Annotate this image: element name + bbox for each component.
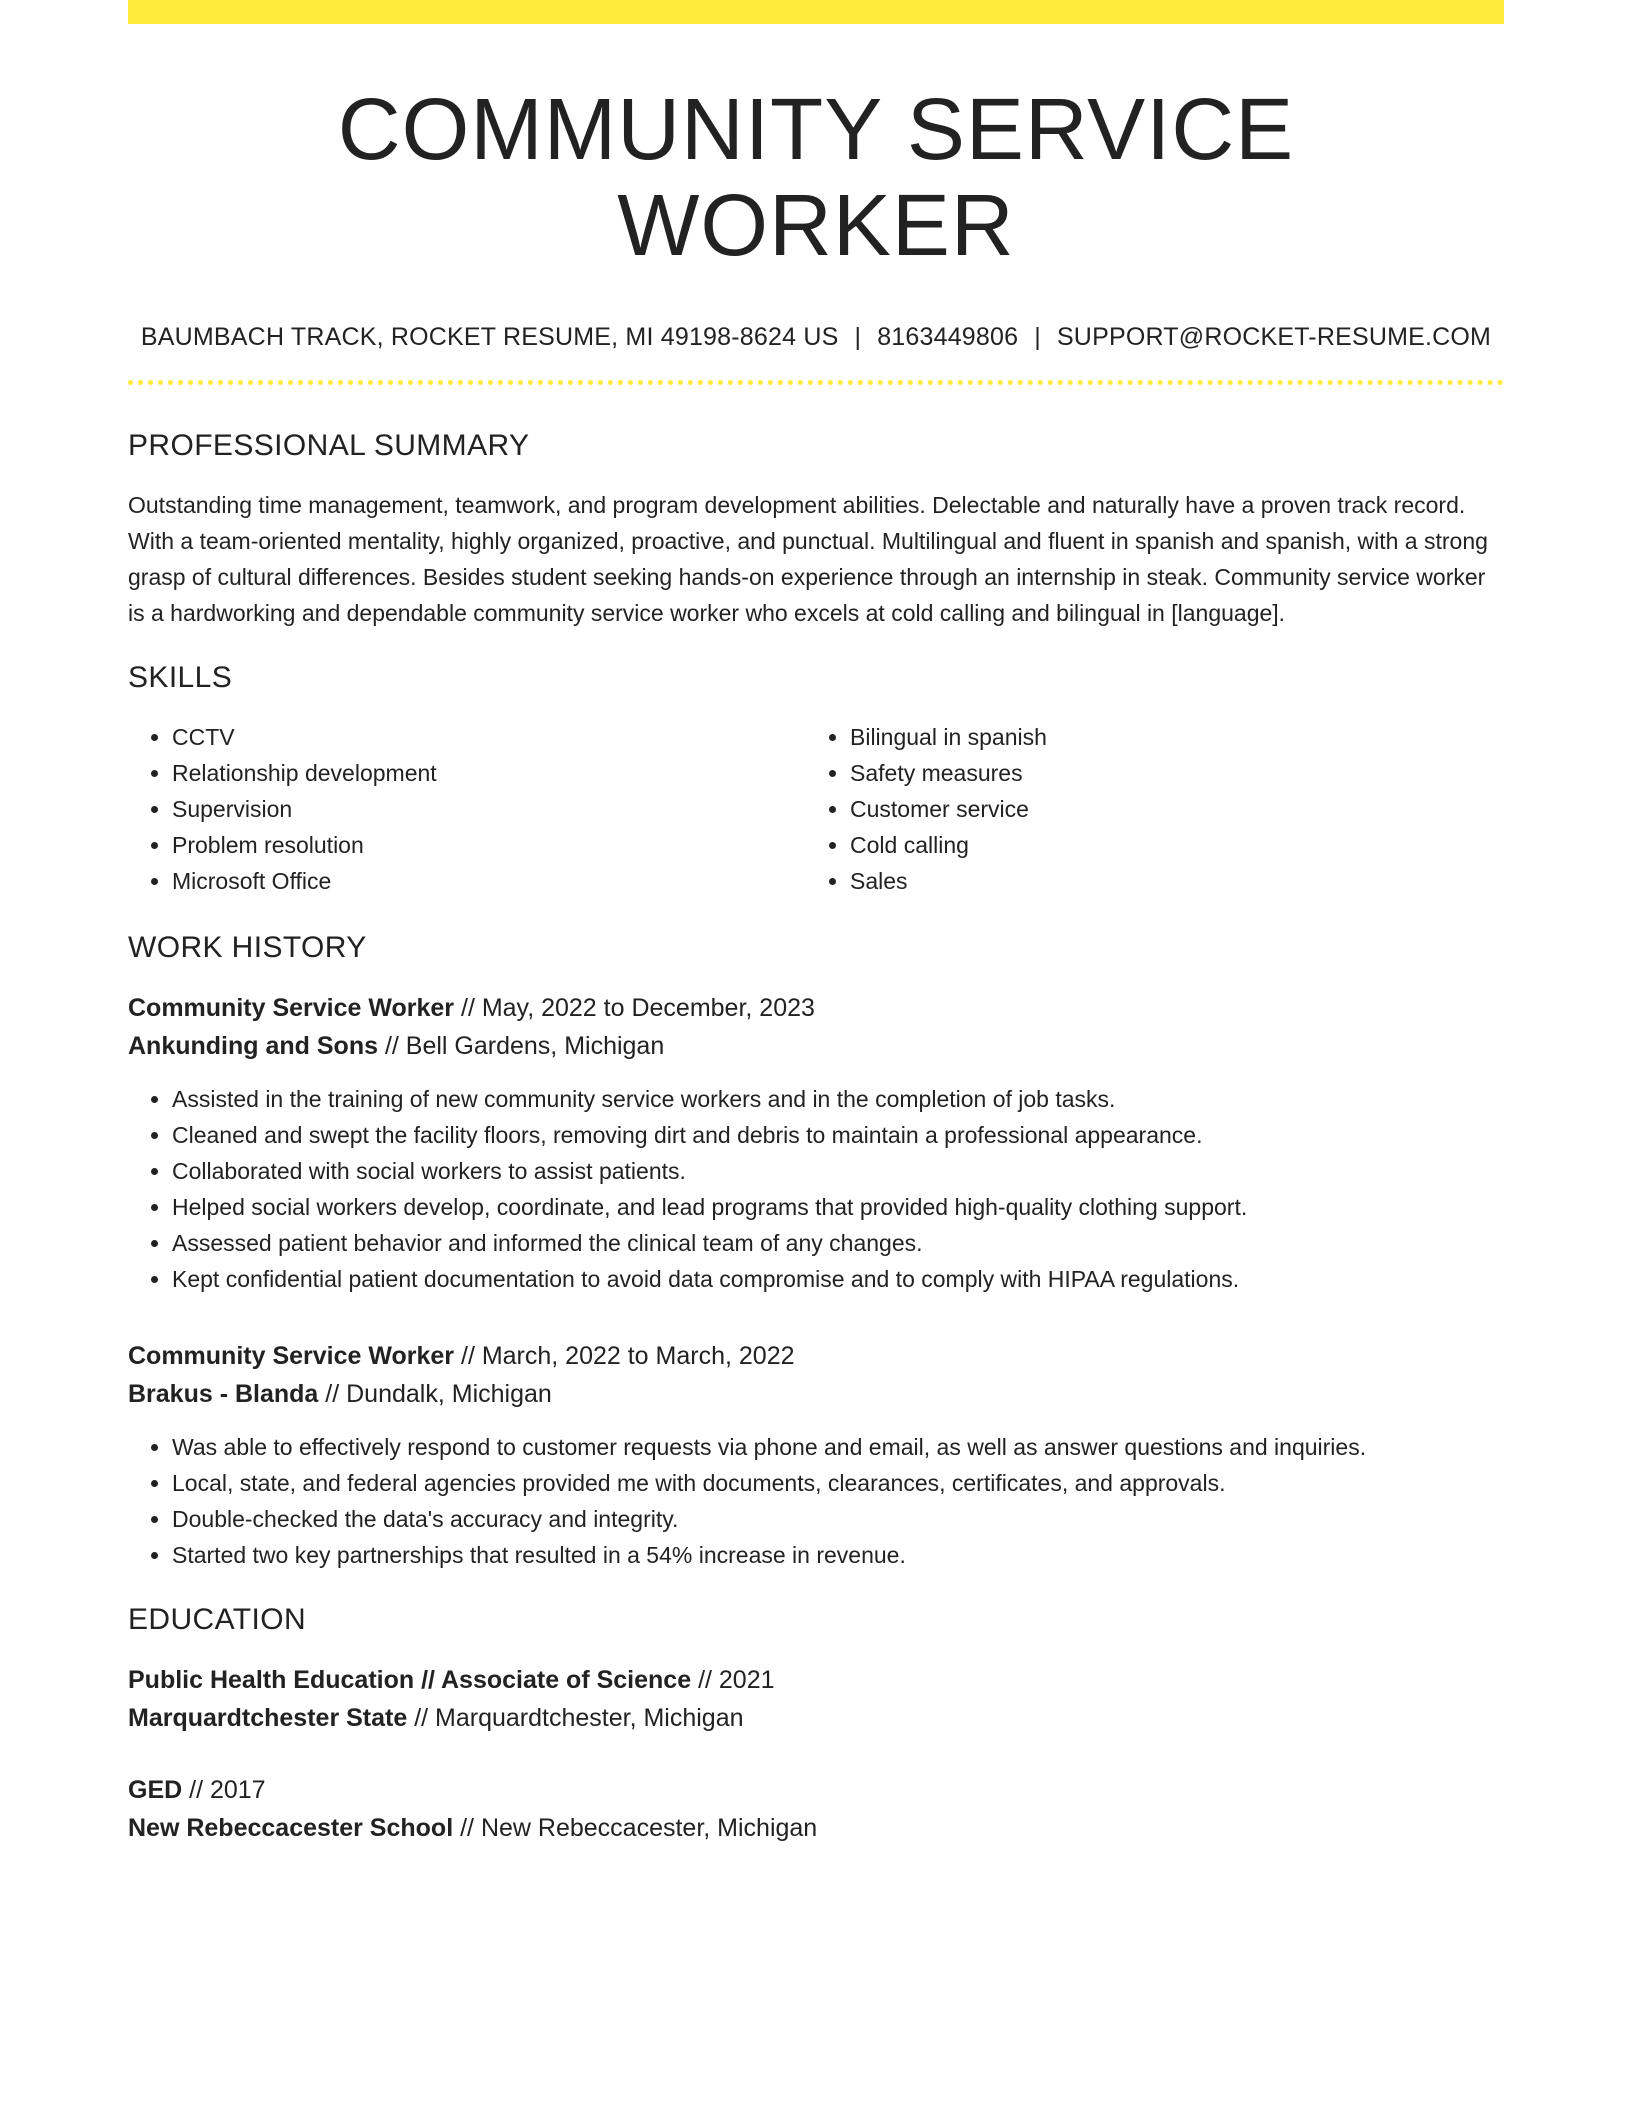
skill-item: • Cold calling [850,827,1484,863]
job-bullet: • Was able to effectively respond to customer requests via phone and email, as well as answer questions and inquiries. [172,1429,1504,1465]
job-bullet: • Collaborated with social workers to assist patients. [172,1153,1504,1189]
skills-list [128,719,1504,899]
job-company-line [128,1027,1504,1065]
job-title-line [128,1337,1504,1375]
job-title-line [128,989,1504,1027]
job-dates: // March, 2022 to March, 2022 [454,1341,795,1370]
education-location: // Marquardtchester, Michigan [407,1703,744,1732]
education-degree: Public Health Education // Associate of Science [128,1665,692,1694]
skill-item: • Bilingual in spanish [850,719,1484,755]
job-bullet: • Kept confidential patient documentation to avoid data compromise and to comply with HIPAA regulations. [172,1261,1504,1297]
education-heading: EDUCATION [128,1602,307,1636]
job-dates: // May, 2022 to December, 2023 [454,993,815,1022]
job-bullet: • Assisted in the training of new community service workers and in the completion of job tasks. [172,1081,1504,1117]
accent-bar [128,0,1504,24]
job-bullet: • Cleaned and swept the facility floors, removing dirt and debris to maintain a professional appearance. [172,1117,1504,1153]
job-bullets [128,1429,1504,1573]
job-bullets [128,1081,1504,1297]
skills-column-right [806,719,1484,899]
job-entry [128,989,1504,1297]
job-entry [128,1337,1504,1573]
education-school-line [128,1699,1504,1737]
contact-line [128,321,1504,354]
education-location: // New Rebeccacester, Michigan [453,1813,818,1842]
job-company: Brakus - Blanda [128,1379,319,1408]
skill-item: • CCTV [172,719,806,755]
education-degree-line [128,1771,1504,1809]
skills-heading: SKILLS [128,660,233,694]
dotted-divider [128,380,1504,385]
email: SUPPORT@ROCKET-RESUME.COM [1056,323,1492,352]
job-bullet: • Double-checked the data's accuracy and integrity. [172,1501,1504,1537]
skill-item: • Safety measures [850,755,1484,791]
education-degree: GED [128,1775,183,1804]
education-entry [128,1771,1504,1847]
job-bullet: • Started two key partnerships that resulted in a 54% increase in revenue. [172,1537,1504,1573]
education-school: New Rebeccacester School [128,1813,454,1842]
job-bullet: • Local, state, and federal agencies provided me with documents, clearances, certificates, and approvals. [172,1465,1504,1501]
resume-title: COMMUNITY SERVICE WORKER [337,81,1295,274]
work-history-heading: WORK HISTORY [128,930,367,964]
job-company: Ankunding and Sons [128,1031,378,1060]
summary-text: Outstanding time management, teamwork, and program development abilities. Delectable and naturally have a proven track record. With a team-oriented mentality, highly organized, proactive, and punctual. Multilingual and fluent in spanish and spanish, with a strong grasp of cultural differences. Besides student seeking hands-on experience through an internship in steak. Community service worker is a hardworking and dependable community service worker who excels at cold calling and bilingual in [language]. [128,491,1488,626]
separator: | [854,323,862,352]
skill-item: • Relationship development [172,755,806,791]
skill-item: • Supervision [172,791,806,827]
skills-column-left [128,719,806,899]
skill-item: • Customer service [850,791,1484,827]
job-role: Community Service Worker [128,993,455,1022]
job-role: Community Service Worker [128,1341,455,1370]
separator: | [1034,323,1041,352]
resume-page [128,0,1504,1847]
job-bullet: • Assessed patient behavior and informed the clinical team of any changes. [172,1225,1504,1261]
job-bullet: • Helped social workers develop, coordinate, and lead programs that provided high-quality clothing support. [172,1189,1504,1225]
skill-item: • Problem resolution [172,827,806,863]
job-location: // Dundalk, Michigan [318,1379,552,1408]
summary-heading: PROFESSIONAL SUMMARY [128,428,530,462]
education-year: // 2021 [691,1665,775,1694]
phone: 8163449806 [877,323,1019,352]
job-company-line [128,1375,1504,1413]
education-school-line [128,1809,1504,1847]
education-degree-line [128,1661,1504,1699]
skill-item: • Microsoft Office [172,863,806,899]
job-location: // Bell Gardens, Michigan [378,1031,665,1060]
education-year: // 2017 [182,1775,266,1804]
education-entry [128,1661,1504,1737]
education-school: Marquardtchester State [128,1703,408,1732]
skill-item: • Sales [850,863,1484,899]
address: BAUMBACH TRACK, ROCKET RESUME, MI 49198-8624 US [140,323,839,352]
